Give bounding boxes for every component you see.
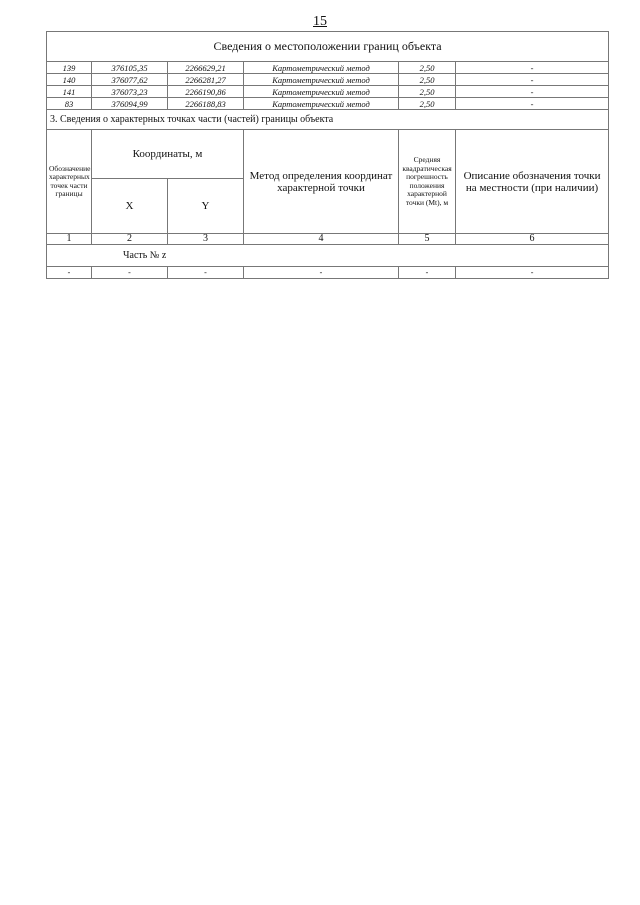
point-cell: 83 — [47, 98, 92, 110]
empty-cell: - — [244, 267, 399, 279]
table-row — [47, 86, 609, 98]
point-cell: 139 — [47, 62, 92, 74]
y-cell: 2266629,21 — [168, 62, 244, 74]
section-3-row — [47, 110, 609, 130]
header-method: Метод определения координат характерной точки — [244, 130, 399, 234]
header-x: X — [92, 179, 168, 234]
header-y: Y — [168, 179, 244, 234]
section-3-title: 3. Сведения о характерных точках части (частей) границы объекта — [47, 110, 609, 130]
part-label: Часть № z — [47, 245, 609, 267]
part-label-row — [47, 245, 609, 267]
y-cell: 2266281,27 — [168, 74, 244, 86]
column-number: 6 — [456, 234, 609, 245]
boundary-table — [46, 31, 609, 279]
y-cell: 2266190,86 — [168, 86, 244, 98]
header-row — [47, 130, 609, 179]
empty-cell: - — [456, 267, 609, 279]
column-number: 3 — [168, 234, 244, 245]
accuracy-cell: 2,50 — [399, 86, 456, 98]
accuracy-cell: 2,50 — [399, 98, 456, 110]
description-cell: - — [456, 74, 609, 86]
table-row — [47, 62, 609, 74]
table-title-row — [47, 32, 609, 62]
description-cell: - — [456, 62, 609, 74]
column-number-row — [47, 234, 609, 245]
header-coordinates: Координаты, м — [92, 130, 244, 179]
accuracy-cell: 2,50 — [399, 74, 456, 86]
column-number: 1 — [47, 234, 92, 245]
x-cell: 376105,35 — [92, 62, 168, 74]
method-cell: Картометрический метод — [244, 98, 399, 110]
header-accuracy: Средняя квадратическая погрешность положения характерной точки (Mt), м — [399, 130, 456, 234]
method-cell: Картометрический метод — [244, 74, 399, 86]
description-cell: - — [456, 98, 609, 110]
table-title: Сведения о местоположении границ объекта — [47, 32, 609, 62]
description-cell: - — [456, 86, 609, 98]
x-cell: 376073,23 — [92, 86, 168, 98]
empty-cell: - — [92, 267, 168, 279]
point-cell: 140 — [47, 74, 92, 86]
header-description: Описание обозначения точки на местности (при наличии) — [456, 130, 609, 234]
table-row — [47, 98, 609, 110]
empty-cell: - — [399, 267, 456, 279]
column-number: 2 — [92, 234, 168, 245]
method-cell: Картометрический метод — [244, 86, 399, 98]
method-cell: Картометрический метод — [244, 62, 399, 74]
header-point-designation: Обозначение характерных точек части границы — [47, 130, 92, 234]
empty-cell: - — [168, 267, 244, 279]
column-number: 4 — [244, 234, 399, 245]
column-number: 5 — [399, 234, 456, 245]
page-number: 15 — [313, 14, 327, 29]
point-cell: 141 — [47, 86, 92, 98]
x-cell: 376094,99 — [92, 98, 168, 110]
x-cell: 376077,62 — [92, 74, 168, 86]
accuracy-cell: 2,50 — [399, 62, 456, 74]
empty-cell: - — [47, 267, 92, 279]
table-row — [47, 267, 609, 279]
table-row — [47, 74, 609, 86]
y-cell: 2266188,83 — [168, 98, 244, 110]
